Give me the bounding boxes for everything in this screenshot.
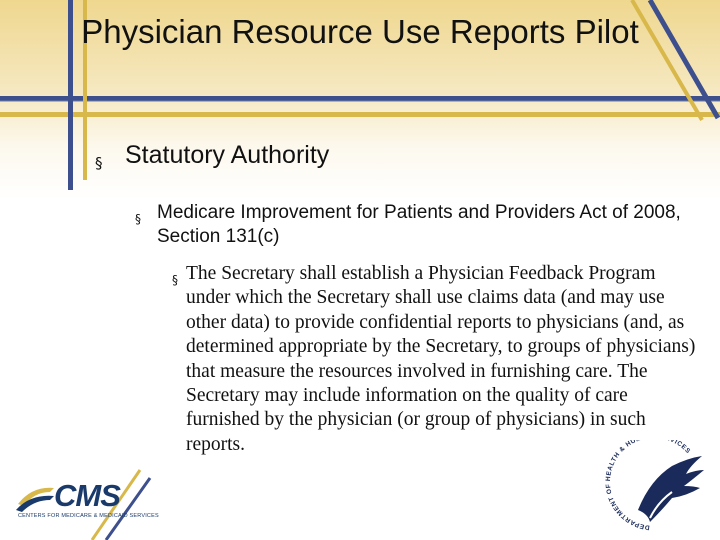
cms-swoosh-icon xyxy=(14,482,58,514)
gold-horizontal-band xyxy=(0,112,720,117)
slide-title: Physician Resource Use Reports Pilot xyxy=(81,13,639,50)
svg-text:DEPARTMENT OF HEALTH & HUMAN S: DEPARTMENT OF HEALTH & HU VICES xyxy=(604,440,692,531)
bullet-level-1 xyxy=(95,140,329,170)
cms-logo-text: CMS xyxy=(54,478,120,513)
hhs-eagle-icon xyxy=(598,440,710,536)
bullet-marker: § xyxy=(95,154,103,172)
bullet-marker: § xyxy=(135,212,141,226)
bullet-text: The Secretary shall establish a Physician Feedback Program under which the Secretary shall use claims data (and may use other data) to provide confidential reports to physicians (and, as determined appropriate by the Secretary, to groups of physicians) that measure the resources involved in furnishing care. The Secretary may include information on the quality of care furnished by the physician (or group of physicians) in such reports. xyxy=(186,263,696,455)
cms-logo xyxy=(14,478,159,526)
cms-logo-subtitle: CENTERS FOR MEDICARE & MEDICAID SERVICES xyxy=(18,513,159,519)
bullet-text: Medicare Improvement for Patients and Providers Act of 2008, Section 131(c) xyxy=(157,202,681,247)
bullet-marker: § xyxy=(172,273,178,287)
bullet-level-2 xyxy=(135,201,695,249)
bullet-level-3 xyxy=(172,262,702,457)
bullet-text: Statutory Authority xyxy=(125,141,330,169)
hhs-seal xyxy=(598,440,710,536)
